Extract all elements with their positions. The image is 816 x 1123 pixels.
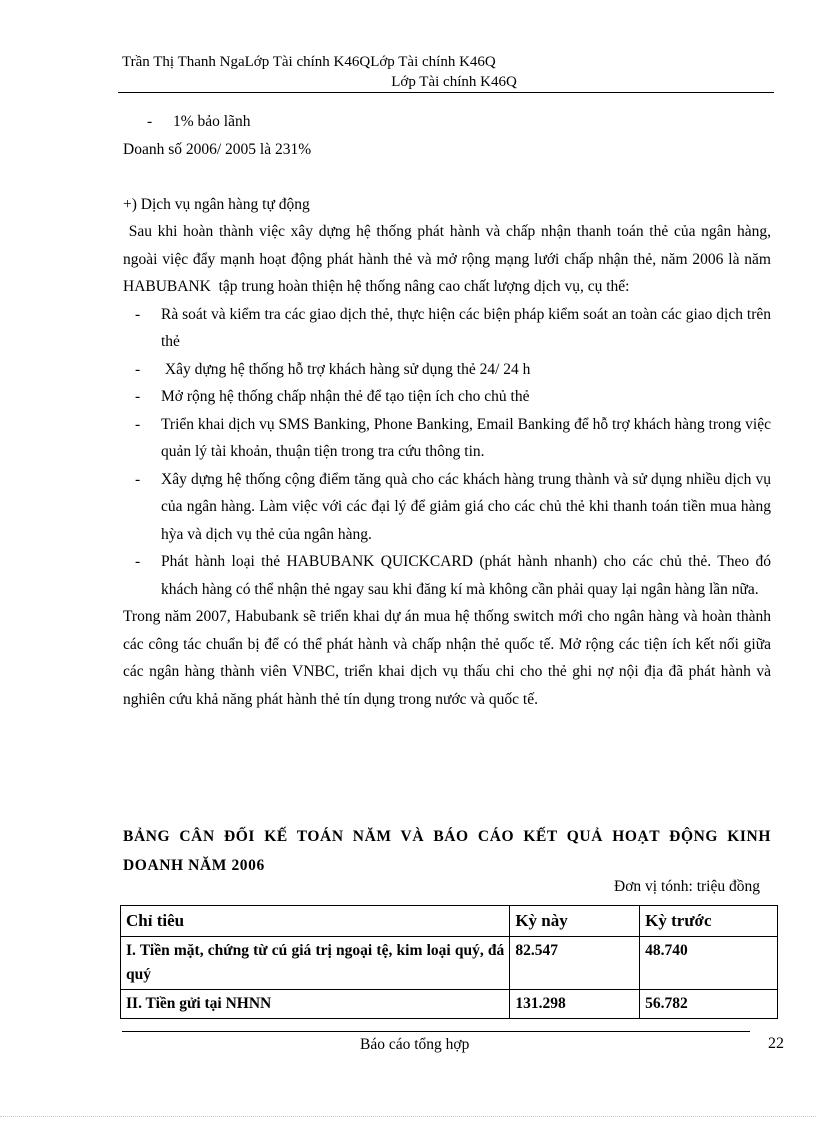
column-header-current: Kỳ này xyxy=(510,906,640,937)
page-number: 22 xyxy=(768,1035,784,1052)
bullet-dash: - xyxy=(135,470,141,488)
list-item-text: Mở rộng hệ thống chấp nhận thẻ để tạo tiện ích cho chủ thẻ xyxy=(161,388,530,405)
row-current-value: 131.298 xyxy=(510,990,640,1019)
list-item-text: Rà soát và kiểm tra các giao dịch thẻ, thực hiện các biện pháp kiểm soát an toàn các giao dịch trên thẻ xyxy=(161,305,771,350)
column-header-item: Chỉ tiêu xyxy=(121,906,510,937)
column-header-previous: Kỳ trước xyxy=(640,906,778,937)
bullet-dash: - xyxy=(147,113,153,130)
header-line-1: Trần Thị Thanh NgaLớp Tài chính K46QLớp Tài chính K46Q xyxy=(122,54,496,70)
footer-divider xyxy=(122,1031,750,1032)
bullet-dash: - xyxy=(135,415,141,433)
list-item-text: Xây dựng hệ thống cộng điểm tăng quà cho các khách hàng trung thành và sử dụng nhiều dịch vụ của ngân hàng. Làm việc với các đại lý để giảm giá cho các chủ thẻ khi thanh toán tiền mua hàng hỳa và dịch vụ thẻ của ngân hàng. xyxy=(161,470,771,543)
intro-paragraph: Sau khi hoàn thành việc xây dựng hệ thống phát hành và chấp nhận thanh toán thẻ của ngân hàng, ngoài việc đẩy mạnh hoạt động phát hành thẻ và mở rộng mạng lưới chấp nhận thẻ, năm 2006 là năm HABUBANK tập trung hoàn thiện hệ thống nâng cao chất lượng dịch vụ, cụ thể: xyxy=(123,223,775,295)
list-item-text: Triển khai dịch vụ SMS Banking, Phone Banking, Email Banking để hỗ trợ khách hàng trong việc quản lý tài khoản, thuận tiện trong tra cứu thông tin. xyxy=(161,415,771,460)
list-item xyxy=(123,383,771,411)
row-current-value: 82.547 xyxy=(510,937,640,990)
list-item xyxy=(123,466,771,549)
spacer xyxy=(123,163,771,191)
row-previous-value: 56.782 xyxy=(640,990,778,1019)
balance-sheet-table xyxy=(120,905,778,1019)
list-item xyxy=(123,301,771,356)
header-line-2: Lớp Tài chính K46Q xyxy=(391,74,517,90)
table-row xyxy=(121,990,778,1019)
footer-label: Báo cáo tổng hợp xyxy=(360,1036,470,1053)
bullet-dash: - xyxy=(135,360,141,378)
row-item: I. Tiền mặt, chứng từ cú giá trị ngoại tệ, kim loại quý, đá quý xyxy=(121,937,510,990)
row-previous-value: 48.740 xyxy=(640,937,778,990)
row-item: II. Tiền gửi tại NHNN xyxy=(121,990,510,1019)
table-heading: BẢNG CÂN ĐỐI KẾ TOÁN NĂM VÀ BÁO CÁO KẾT QUẢ HOẠT ĐỘNG KINH DOANH NĂM 2006 xyxy=(123,828,771,874)
page-header xyxy=(122,52,774,92)
bullet-dash: - xyxy=(135,388,141,405)
list-item xyxy=(123,411,771,466)
revenue-ratio: Doanh số 2006/ 2005 là 231% xyxy=(123,140,312,158)
unit-note: Đơn vị tónh: triệu đồng xyxy=(614,878,760,895)
guarantee-percentage: 1% bảo lãnh xyxy=(173,113,251,130)
list-item xyxy=(123,548,771,603)
plan-paragraph: Trong năm 2007, Habubank sẽ triển khai dự án mua hệ thống switch mới cho ngân hàng và hoàn thành các công tác chuẩn bị để có thể phát hành và chấp nhận thẻ quốc tế. Mở rộng các tiện ích kết nối giữa các ngân hàng thành viên VNBC, triển khai dịch vụ thấu chi cho thẻ ghi nợ nội địa đã phát hành và nghiên cứu khả năng phát hành thẻ tín dụng trong nước và quốc tế. xyxy=(123,608,771,708)
body-text xyxy=(123,108,775,713)
list-item xyxy=(123,108,771,136)
bullet-dash: - xyxy=(135,305,141,323)
table-header-row xyxy=(121,906,778,937)
list-item xyxy=(123,356,771,384)
table-row xyxy=(121,937,778,990)
list-item-text: Xây dựng hệ thống hỗ trợ khách hàng sử dụng thẻ 24/ 24 h xyxy=(161,360,531,378)
section-title: +) Dịch vụ ngân hàng tự động xyxy=(123,195,310,213)
page-break-line xyxy=(0,1116,816,1117)
list-item-text: Phát hành loại thẻ HABUBANK QUICKCARD (phát hành nhanh) cho các chủ thẻ. Theo đó khách hàng có thể nhận thẻ ngay sau khi đăng kí mà không cần phải quay lại ngân hàng lần nữa. xyxy=(161,553,771,598)
header-divider xyxy=(118,92,774,93)
bullet-dash: - xyxy=(135,553,141,570)
